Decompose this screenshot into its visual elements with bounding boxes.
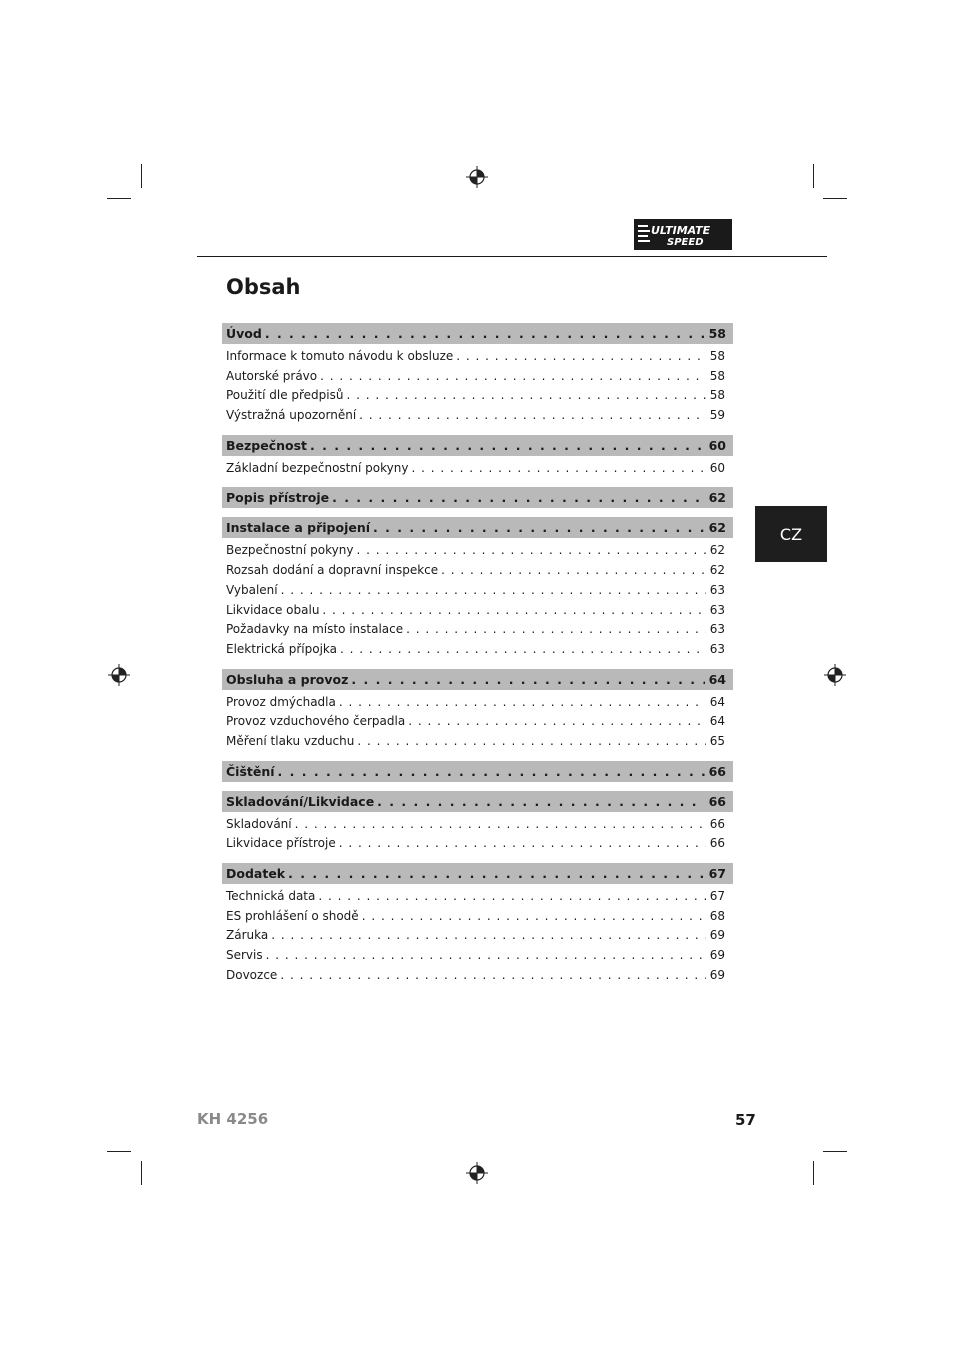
toc-entry-label: Výstražná upozornění (226, 408, 357, 423)
dot-leader (347, 386, 706, 406)
toc-entry-page: 66 (709, 816, 725, 831)
toc-entry-page: 69 (709, 948, 725, 963)
toc-entry-label: Bezpečnost (226, 437, 308, 453)
dot-leader (406, 620, 706, 640)
toc-item[interactable] (222, 966, 733, 986)
dot-leader (332, 487, 704, 508)
toc-item[interactable] (222, 581, 733, 601)
toc-entry-page: 64 (709, 694, 725, 709)
toc-entry-label: Elektrická přípojka (226, 641, 337, 656)
toc-entry-page: 69 (709, 967, 725, 982)
dot-leader (362, 907, 706, 927)
toc-item[interactable] (222, 347, 733, 367)
dot-leader (411, 459, 705, 479)
toc-entry-page: 59 (709, 408, 725, 423)
toc-entry-label: Dovozce (226, 967, 278, 982)
dot-leader (339, 693, 706, 713)
header-rule (197, 256, 827, 257)
toc-item[interactable] (222, 907, 733, 927)
dot-leader (318, 887, 705, 907)
registration-mark-icon (108, 664, 130, 686)
dot-leader (322, 601, 705, 621)
toc-entry-label: Informace k tomuto návodu k obsluze (226, 349, 454, 363)
toc-entry-label: Skladování/Likvidace (226, 793, 375, 809)
toc-entry-label: Záruka (226, 928, 269, 943)
toc-entry-label: Likvidace obalu (226, 602, 320, 617)
toc-item[interactable] (222, 601, 733, 621)
crop-mark (823, 198, 847, 199)
toc-entry-label: Vybalení (226, 582, 278, 597)
registration-mark-icon (466, 166, 488, 188)
dot-leader (266, 946, 706, 966)
dot-leader (373, 517, 705, 538)
footer-model: KH 4256 (197, 1110, 269, 1128)
toc-item[interactable] (222, 926, 733, 946)
toc-entry-label: Provoz vzduchového čerpadla (226, 714, 406, 729)
crop-mark (107, 1151, 131, 1152)
footer-page-number: 57 (735, 1111, 756, 1129)
toc-item[interactable] (222, 712, 733, 732)
toc-section[interactable] (222, 517, 733, 538)
toc-item[interactable] (222, 887, 733, 907)
toc-entry-label: Čištění (226, 763, 275, 779)
toc-item[interactable] (222, 541, 733, 561)
dot-leader (280, 966, 705, 986)
toc-item[interactable] (222, 367, 733, 387)
dot-leader (320, 367, 706, 387)
toc-entry-label: Požadavky na místo instalace (226, 622, 404, 637)
dot-leader (377, 791, 704, 812)
dot-leader (295, 815, 706, 835)
toc-entry-page: 62 (709, 543, 725, 558)
toc-item[interactable] (222, 561, 733, 581)
toc-entry-page: 66 (708, 763, 726, 779)
toc-entry-label: Technická data (226, 889, 316, 903)
toc-entry-page: 58 (709, 349, 725, 363)
toc-entry-page: 64 (708, 671, 726, 687)
toc-entry-label: Obsluha a provoz (226, 671, 349, 687)
toc-entry-page: 58 (709, 368, 725, 383)
toc-section[interactable] (222, 435, 733, 456)
logo-line-2: SPEED (667, 237, 704, 248)
dot-leader (278, 761, 705, 782)
dot-leader (408, 712, 706, 732)
brand-logo (634, 219, 732, 250)
page-title: Obsah (226, 275, 301, 299)
toc-entry-label: Dodatek (226, 866, 286, 881)
toc-entry-label: Bezpečnostní pokyny (226, 543, 354, 558)
toc-entry-label: Základní bezpečnostní pokyny (226, 460, 409, 475)
dot-leader (339, 834, 706, 854)
dot-leader (359, 406, 706, 426)
toc-entry-page: 67 (708, 866, 726, 881)
toc-item[interactable] (222, 386, 733, 406)
toc-item[interactable] (222, 406, 733, 426)
dot-leader (340, 640, 706, 660)
toc-item[interactable] (222, 640, 733, 660)
toc-item[interactable] (222, 459, 733, 479)
dot-leader (281, 581, 706, 601)
logo-line-1: ULTIMATE (651, 224, 711, 237)
toc-entry-page: 65 (709, 733, 725, 748)
table-of-contents (222, 323, 733, 985)
toc-entry-page: 67 (709, 889, 725, 903)
toc-section[interactable] (222, 791, 733, 812)
dot-leader (265, 323, 705, 344)
toc-entry-page: 66 (708, 793, 726, 809)
toc-entry-page: 63 (709, 641, 725, 656)
toc-entry-label: Instalace a připojení (226, 520, 371, 536)
toc-entry-page: 66 (709, 836, 725, 851)
toc-section[interactable] (222, 863, 733, 884)
dot-leader (288, 863, 704, 884)
toc-item[interactable] (222, 693, 733, 713)
dot-leader (351, 669, 704, 690)
toc-entry-label: Popis přístroje (226, 490, 330, 506)
dot-leader (441, 561, 706, 581)
toc-entry-label: Provoz dmýchadla (226, 694, 336, 709)
registration-mark-icon (824, 664, 846, 686)
toc-entry-page: 64 (709, 714, 725, 729)
toc-item[interactable] (222, 946, 733, 966)
toc-item[interactable] (222, 620, 733, 640)
toc-entry-page: 68 (709, 908, 725, 923)
toc-entry-label: Skladování (226, 816, 292, 831)
toc-entry-label: Rozsah dodání a dopravní inspekce (226, 563, 439, 578)
crop-mark (813, 1161, 814, 1185)
dot-leader (456, 347, 705, 367)
toc-entry-page: 58 (708, 326, 726, 341)
toc-entry-label: Měření tlaku vzduchu (226, 733, 355, 748)
crop-mark (107, 198, 131, 199)
toc-entry-label: Autorské právo (226, 368, 318, 383)
toc-entry-page: 63 (709, 622, 725, 637)
toc-entry-page: 60 (708, 437, 726, 453)
toc-entry-page: 60 (709, 460, 725, 475)
toc-entry-page: 62 (708, 490, 726, 506)
toc-entry-label: Servis (226, 948, 263, 963)
toc-entry-page: 58 (709, 388, 725, 403)
toc-entry-label: Likvidace přístroje (226, 836, 336, 851)
registration-mark-icon (466, 1162, 488, 1184)
dot-leader (357, 732, 705, 752)
toc-entry-label: Úvod (226, 326, 262, 341)
toc-item[interactable] (222, 815, 733, 835)
toc-section[interactable] (222, 669, 733, 690)
toc-item[interactable] (222, 732, 733, 752)
toc-entry-page: 63 (709, 582, 725, 597)
toc-entry-page: 62 (709, 563, 725, 578)
crop-mark (141, 164, 142, 188)
toc-item[interactable] (222, 834, 733, 854)
toc-entry-label: Použití dle předpisů (226, 388, 344, 403)
toc-section[interactable] (222, 323, 733, 344)
crop-mark (813, 164, 814, 188)
dot-leader (310, 435, 705, 456)
toc-entry-page: 63 (709, 602, 725, 617)
toc-entry-label: ES prohlášení o shodě (226, 908, 359, 923)
toc-entry-page: 62 (708, 520, 726, 536)
dot-leader (356, 541, 705, 561)
crop-mark (823, 1151, 847, 1152)
toc-section[interactable] (222, 487, 733, 508)
crop-mark (141, 1161, 142, 1185)
toc-entry-page: 69 (709, 928, 725, 943)
toc-section[interactable] (222, 761, 733, 782)
dot-leader (271, 926, 706, 946)
language-tab: CZ (755, 506, 827, 562)
